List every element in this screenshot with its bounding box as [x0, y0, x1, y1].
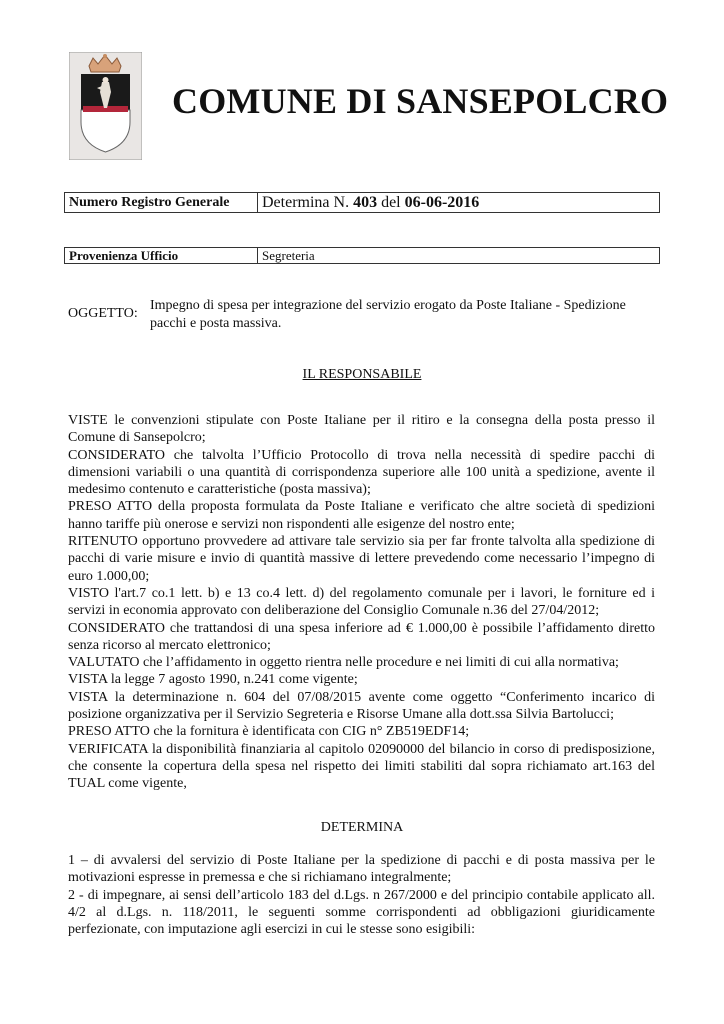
decision-paragraph: 1 – di avvalersi del servizio di Poste Italiane per la spedizione di pacchi e di posta massiva per le motivazioni espresse in premessa e che si richiamano integralmente; [68, 853, 655, 886]
responsabile-heading: IL RESPONSABILE [302, 367, 422, 382]
premise-paragraph: VISTA la determinazione n. 604 del 07/08/2015 avente come oggetto “Conferimento incarico di posizione organizzativa per il Servizio Segreteria e Risorse Umane alla dott.ssa Silvia Bartolucci; [68, 689, 655, 723]
premise-paragraph: VALUTATO che l’affidamento in oggetto rientra nelle procedure e nei limiti di cui alla normativa; [68, 655, 619, 671]
registry-value [258, 193, 483, 212]
coat-of-arms-logo [69, 52, 142, 160]
premise-paragraph: CONSIDERATO che talvolta l’Ufficio Protocollo di trova nella necessità di spedire pacchi di dimensioni variabili o una quantità di corrispondenza superiore alle 100 unità a spedizione, avente il medesimo contenuto e caratteristiche (posta massiva); [68, 447, 655, 498]
office-value: Segreteria [262, 248, 315, 263]
office-table [64, 247, 660, 264]
premise-paragraph: VERIFICATA la disponibilità finanziaria al capitolo 02090000 del bilancio in corso di predisposizione, che consente la copertura della spesa nel rispetto dei limiti stabiliti dal sopra richiamato art.163 del TUAL come vigente, [68, 741, 655, 792]
registry-prefix: Determina N. [262, 194, 350, 211]
registry-date: 06-06-2016 [404, 194, 480, 211]
decision-paragraph: 2 - di impegnare, ai sensi dell’articolo 183 del d.Lgs. n 267/2000 e del principio contabile applicato all. 4/2 al d.Lgs. n. 118/2011, le seguenti somme corrispondenti ad obbligazioni giuridicamente perfezionate, con imputazione agli esercizi in cui le stesse sono esigibili: [68, 887, 655, 938]
page-title: COMUNE DI SANSEPOLCRO [172, 81, 669, 121]
premise-paragraph: PRESO ATTO che la fornitura è identificata con CIG n° ZB519EDF14; [68, 724, 470, 740]
office-label: Provenienza Ufficio [65, 248, 258, 263]
registry-del: del [381, 194, 401, 211]
premise-paragraph: CONSIDERATO che trattandosi di una spesa inferiore ad € 1.000,00 è possibile l’affidamento diretto senza ricorso al mercato elettronico; [68, 620, 655, 653]
subject-text: Impegno di spesa per integrazione del servizio erogato da Poste Italiane - Spedizione pacchi e posta massiva. [150, 298, 626, 331]
premise-paragraph: VISTA la legge 7 agosto 1990, n.241 come vigente; [68, 672, 358, 688]
decisions-block [68, 852, 655, 938]
registry-label: Numero Registro Generale [65, 193, 258, 212]
subject-label: OGGETTO: [68, 306, 138, 321]
premise-paragraph: PRESO ATTO della proposta formulata da Poste Italiane e verificato che altre società di spedizioni hanno tariffe più onerose e servizi non rispondenti alle esigenze del nostro ente; [68, 499, 655, 532]
premise-paragraph: VISTE le convenzioni stipulate con Poste Italiane per il ritiro e la consegna della posta presso il Comune di Sansepolcro; [68, 413, 655, 446]
premises-block [68, 412, 655, 793]
determina-heading: DETERMINA [320, 820, 404, 835]
premise-paragraph: VISTO l'art.7 co.1 lett. b) e 13 co.4 lett. d) del regolamento comunale per i lavori, le forniture ed i servizi in economia approvato con deliberazione del Consiglio Comunale n.36 del 27/04/2012; [68, 585, 655, 619]
premise-paragraph: RITENUTO opportuno provvedere ad attivare tale servizio sia per far fronte talvolta alla spedizione di pacchi di varie misure e invio di quantità massive di lettere prevedendo come necessario l’impegno di euro 1.000,00; [68, 534, 655, 584]
registry-table [64, 192, 660, 213]
registry-number: 403 [353, 194, 378, 211]
